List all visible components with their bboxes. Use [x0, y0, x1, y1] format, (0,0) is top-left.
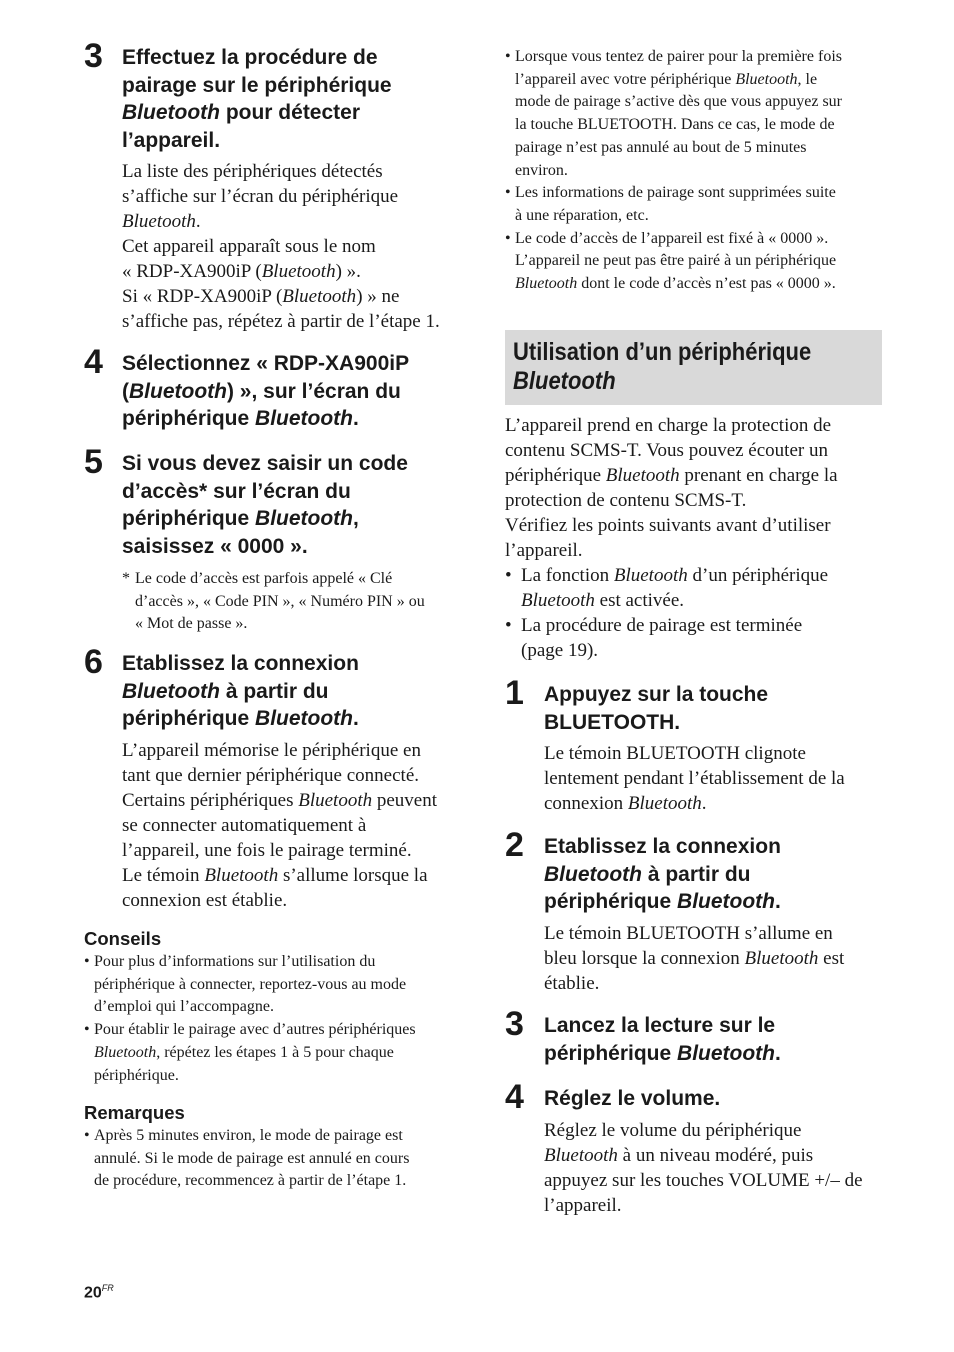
step-title: Etablissez la connexion Bluetooth à partir du périphérique Bluetooth.	[122, 652, 359, 730]
step-number: 1	[505, 674, 524, 712]
step-2	[505, 826, 925, 996]
checklist-item: • La procédure de pairage est terminée (page 19).	[505, 613, 895, 663]
step-description: Réglez le volume du périphérique Bluetooth à un niveau modéré, puis appuyez sur les touches VOLUME +/– de l’appareil.	[544, 1119, 863, 1216]
tip-item: • Pour plus d’informations sur l’utilisation du périphérique à connecter, reportez-vous au mode d’emploi qui l’accompagne.	[84, 951, 474, 1019]
step-6	[84, 643, 474, 913]
section-title: Utilisation d’un périphérique Bluetooth	[513, 338, 812, 395]
step-1	[505, 674, 925, 816]
step-title: Effectuez la procédure de pairage sur le périphérique Bluetooth pour détecter l’appareil.	[122, 46, 392, 152]
tips-section	[84, 927, 474, 1087]
notes-section	[84, 1101, 474, 1193]
note-item: • Lorsque vous tentez de pairer pour la première fois l’appareil avec votre périphérique Bluetooth, le mode de pairage s’active dès que vous appuyez sur la touche BLUETOOTH. Dans ce cas, le mode de pairage n’est pas annulé au bout de 5 minutes environ.	[505, 46, 885, 182]
intro-text: L’appareil prend en charge la protection de contenu SCMS-T. Vous pouvez écouter un périphérique Bluetooth prenant en charge la protection de contenu SCMS-T. Vérifiez les points suivants avant d’utiliser l’appareil.	[505, 415, 838, 561]
step-description: Le témoin BLUETOOTH s’allume en bleu lorsque la connexion Bluetooth est établie.	[544, 922, 845, 994]
footnote: * Le code d’accès est parfois appelé « Clé d’accès », « Code PIN », « Numéro PIN » ou « Mot de passe ».	[122, 568, 474, 636]
step-number: 5	[84, 443, 103, 481]
step-3	[84, 37, 474, 334]
notes-heading: Remarques	[84, 1102, 185, 1123]
checklist-item: • La fonction Bluetooth d’un périphérique Bluetooth est activée.	[505, 563, 895, 613]
step-title: Si vous devez saisir un code d’accès* sur l’écran du périphérique Bluetooth, saisissez « 0000 ».	[122, 452, 408, 558]
step-description: L’appareil mémorise le périphérique en tant que dernier périphérique connecté. Certains périphériques Bluetooth peuvent se connecter automatiquement à l’appareil, une fois le pairage terminé. Le témoin Bluetooth s’allume lorsque la connexion est établie.	[122, 739, 438, 911]
note-item: • Le code d’accès de l’appareil est fixé à « 0000 ». L’appareil ne peut pas être pairé à un périphérique Bluetooth dont le code d’accès n’est pas « 0000 ».	[505, 228, 885, 296]
section-intro	[505, 413, 895, 663]
language-code: FR	[101, 1283, 114, 1293]
step-number: 3	[84, 37, 103, 75]
step-4-volume	[505, 1078, 925, 1218]
step-number: 2	[505, 826, 524, 864]
step-title: Etablissez la connexion Bluetooth à partir du périphérique Bluetooth.	[544, 835, 781, 913]
step-title: Lancez la lecture sur le périphérique Bluetooth.	[544, 1014, 781, 1065]
step-title: Appuyez sur la touche BLUETOOTH.	[544, 683, 769, 734]
tip-item: • Pour établir le pairage avec d’autres périphériques Bluetooth, répétez les étapes 1 à 5 pour chaque périphérique.	[84, 1019, 474, 1087]
step-5	[84, 443, 474, 636]
step-title: Réglez le volume.	[544, 1087, 721, 1110]
note-item: • Après 5 minutes environ, le mode de pairage est annulé. Si le mode de pairage est annulé en cours de procédure, recommencez à partir de l’étape 1.	[84, 1125, 474, 1193]
step-number: 3	[505, 1005, 524, 1043]
notes-continued	[505, 46, 885, 296]
note-item: • Les informations de pairage sont supprimées suite à une réparation, etc.	[505, 182, 885, 227]
step-number: 4	[505, 1078, 524, 1116]
step-3-play	[505, 1005, 925, 1067]
tips-heading: Conseils	[84, 928, 162, 949]
page-number: $20^{FR}$	[84, 1283, 114, 1302]
step-title: Sélectionnez « RDP-XA900iP (Bluetooth) », sur l’écran du périphérique Bluetooth.	[122, 352, 410, 430]
step-number: 6	[84, 643, 103, 681]
step-4	[84, 343, 474, 433]
section-header	[505, 330, 882, 405]
step-description: La liste des périphériques détectés s’affiche sur l’écran du périphérique Bluetooth. Cet appareil apparaît sous le nom « RDP-XA900iP (Bluetooth) ». Si « RDP-XA900iP (Bluetooth) » ne s’affiche pas, répétez à partir de l’étape 1.	[122, 161, 440, 332]
step-number: 4	[84, 343, 103, 381]
step-description: Le témoin BLUETOOTH clignote lentement pendant l’établissement de la connexion Bluetooth.	[544, 743, 845, 814]
